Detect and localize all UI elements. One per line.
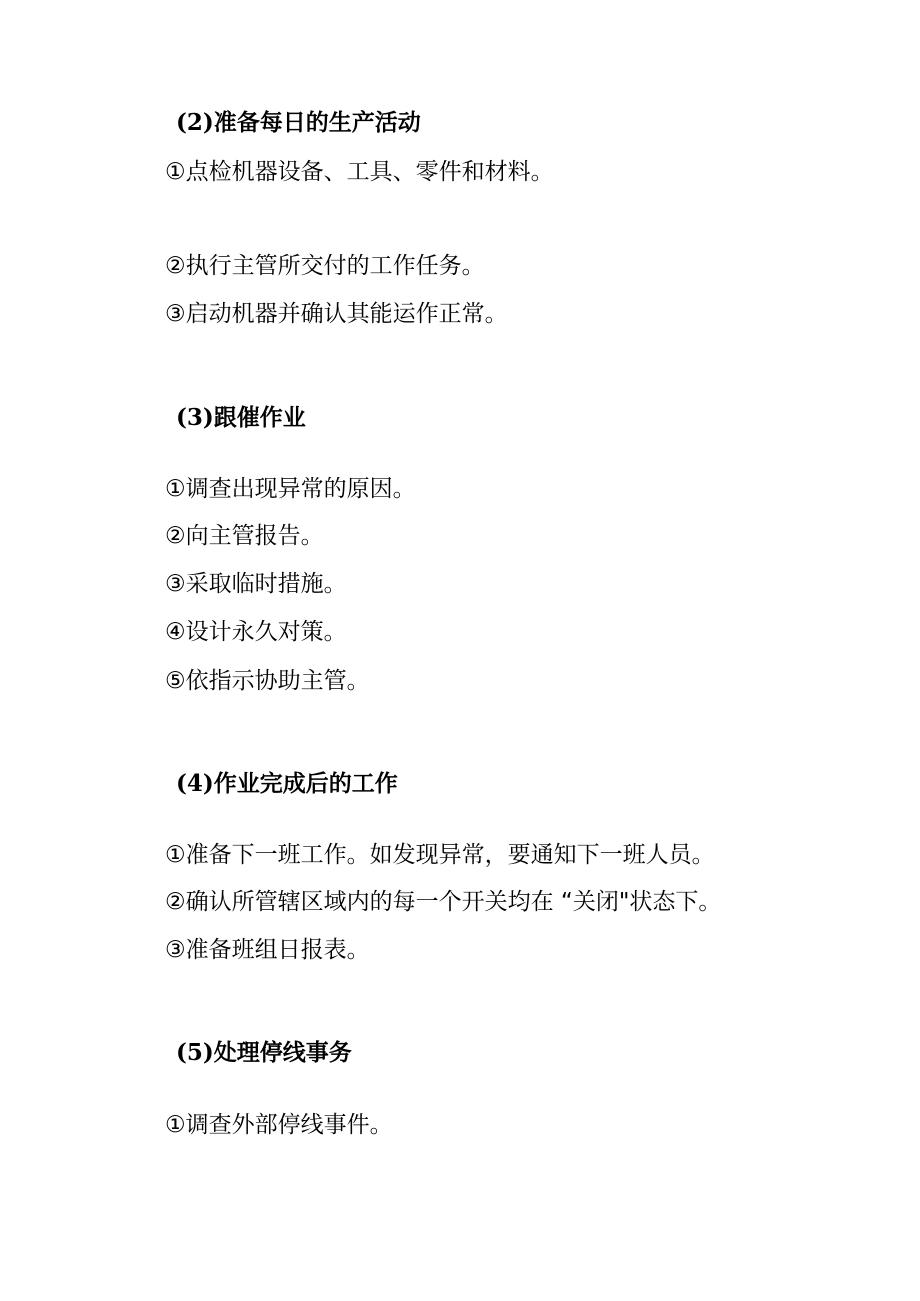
section-title: 处理停线事务 <box>213 1040 352 1066</box>
section-number: (4) <box>176 770 214 797</box>
list-item: ①调查外部停线事件。 <box>165 1112 393 1138</box>
list-item: ③采取临时措施。 <box>165 571 347 597</box>
list-item: ①准备下一班工作。如发现异常，要通知下一班人员。 <box>165 842 715 868</box>
section-number: (2) <box>176 109 214 136</box>
list-item: ①调查出现异常的原因。 <box>165 476 416 502</box>
section-title: 准备每日的生产活动 <box>213 110 421 136</box>
section-heading <box>176 769 398 799</box>
section-number: (5) <box>176 1039 214 1066</box>
section-heading <box>176 108 421 138</box>
list-item: ③启动机器并确认其能运作正常。 <box>165 301 508 327</box>
list-item: ②确认所管辖区域内的每一个开关均在 “关闭"状态下。 <box>165 889 722 915</box>
list-item: ②向主管报告。 <box>165 523 324 549</box>
list-item: ①点检机器设备、工具、零件和材料。 <box>165 159 554 185</box>
section-heading <box>176 403 306 433</box>
section-title: 跟催作业 <box>213 405 306 431</box>
section-number: (3) <box>176 404 214 431</box>
section-heading <box>176 1038 352 1068</box>
list-item: ⑤依指示协助主管。 <box>165 668 370 694</box>
section-title: 作业完成后的工作 <box>213 771 398 797</box>
list-item: ②执行主管所交付的工作任务。 <box>165 253 485 279</box>
list-item: ③准备班组日报表。 <box>165 937 370 963</box>
list-item: ④设计永久对策。 <box>165 619 347 645</box>
